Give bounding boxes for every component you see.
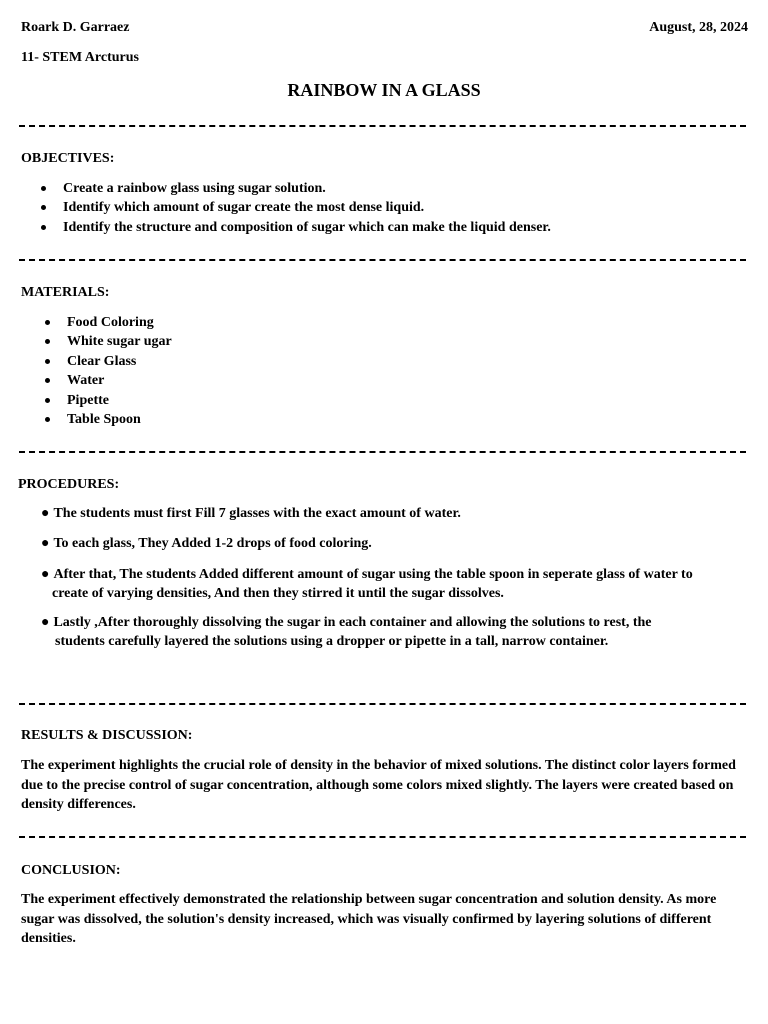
objectives-list: [63, 179, 551, 237]
procedure-text: The students must first Fill 7 glasses with the exact amount of water.: [53, 506, 461, 521]
conclusion-paragraph: The experiment effectively demonstrated the relationship between sugar concentration and solution density. As more sugar was dissolved, the solution's density increased, which was visually confirmed by layering solutions of different densities.: [21, 892, 717, 946]
section-divider: [19, 125, 746, 127]
list-item: Pipette: [67, 391, 172, 410]
results-paragraph: The experiment highlights the crucial role of density in the behavior of mixed solutions. The distinct color layers formed due to the precise control of sugar concentration, although some colors mixed slightly. The layers were created based on density differences.: [21, 758, 736, 812]
list-item: Identify which amount of sugar create the most dense liquid.: [63, 198, 551, 217]
section-divider: [19, 836, 746, 838]
author-name: Roark D. Garraez: [21, 20, 130, 35]
materials-list: [67, 313, 172, 429]
bullet-glyph: ●: [41, 567, 50, 582]
procedure-step: [41, 613, 756, 651]
procedure-text: After that, The students Added different amount of sugar using the table spoon in seperate glass of water to: [53, 567, 693, 582]
procedure-text-continued: students carefully layered the solutions using a dropper or pipette in a tall, narrow container.: [55, 634, 609, 649]
class-section: 11- STEM Arcturus: [21, 50, 139, 65]
report-date: August, 28, 2024: [649, 20, 748, 35]
list-item: White sugar ugar: [67, 332, 172, 351]
conclusion-heading: CONCLUSION:: [21, 863, 121, 878]
section-divider: [19, 703, 746, 705]
section-divider: [19, 451, 746, 453]
procedure-text: To each glass, They Added 1-2 drops of food coloring.: [53, 536, 372, 551]
procedure-text: Lastly ,After thoroughly dissolving the sugar in each container and allowing the solutions to rest, the: [53, 615, 652, 630]
bullet-glyph: ●: [41, 615, 50, 630]
bullet-glyph: ●: [41, 506, 50, 521]
procedure-step: [41, 534, 756, 553]
list-item: Water: [67, 371, 172, 390]
procedure-step: [41, 565, 756, 603]
list-item: Table Spoon: [67, 410, 172, 429]
list-item: Food Coloring: [67, 313, 172, 332]
list-item: Create a rainbow glass using sugar solution.: [63, 179, 551, 198]
materials-heading: MATERIALS:: [21, 285, 110, 300]
section-divider: [19, 259, 746, 261]
procedure-step: [41, 504, 756, 523]
bullet-glyph: ●: [41, 536, 50, 551]
procedures-heading: PROCEDURES:: [18, 477, 120, 492]
objectives-heading: OBJECTIVES:: [21, 151, 115, 166]
list-item: Identify the structure and composition of sugar which can make the liquid denser.: [63, 218, 551, 237]
list-item: Clear Glass: [67, 352, 172, 371]
procedure-text-continued: create of varying densities, And then they stirred it until the sugar dissolves.: [52, 586, 504, 601]
results-heading: RESULTS & DISCUSSION:: [21, 728, 193, 743]
page-title: RAINBOW IN A GLASS: [287, 80, 481, 100]
